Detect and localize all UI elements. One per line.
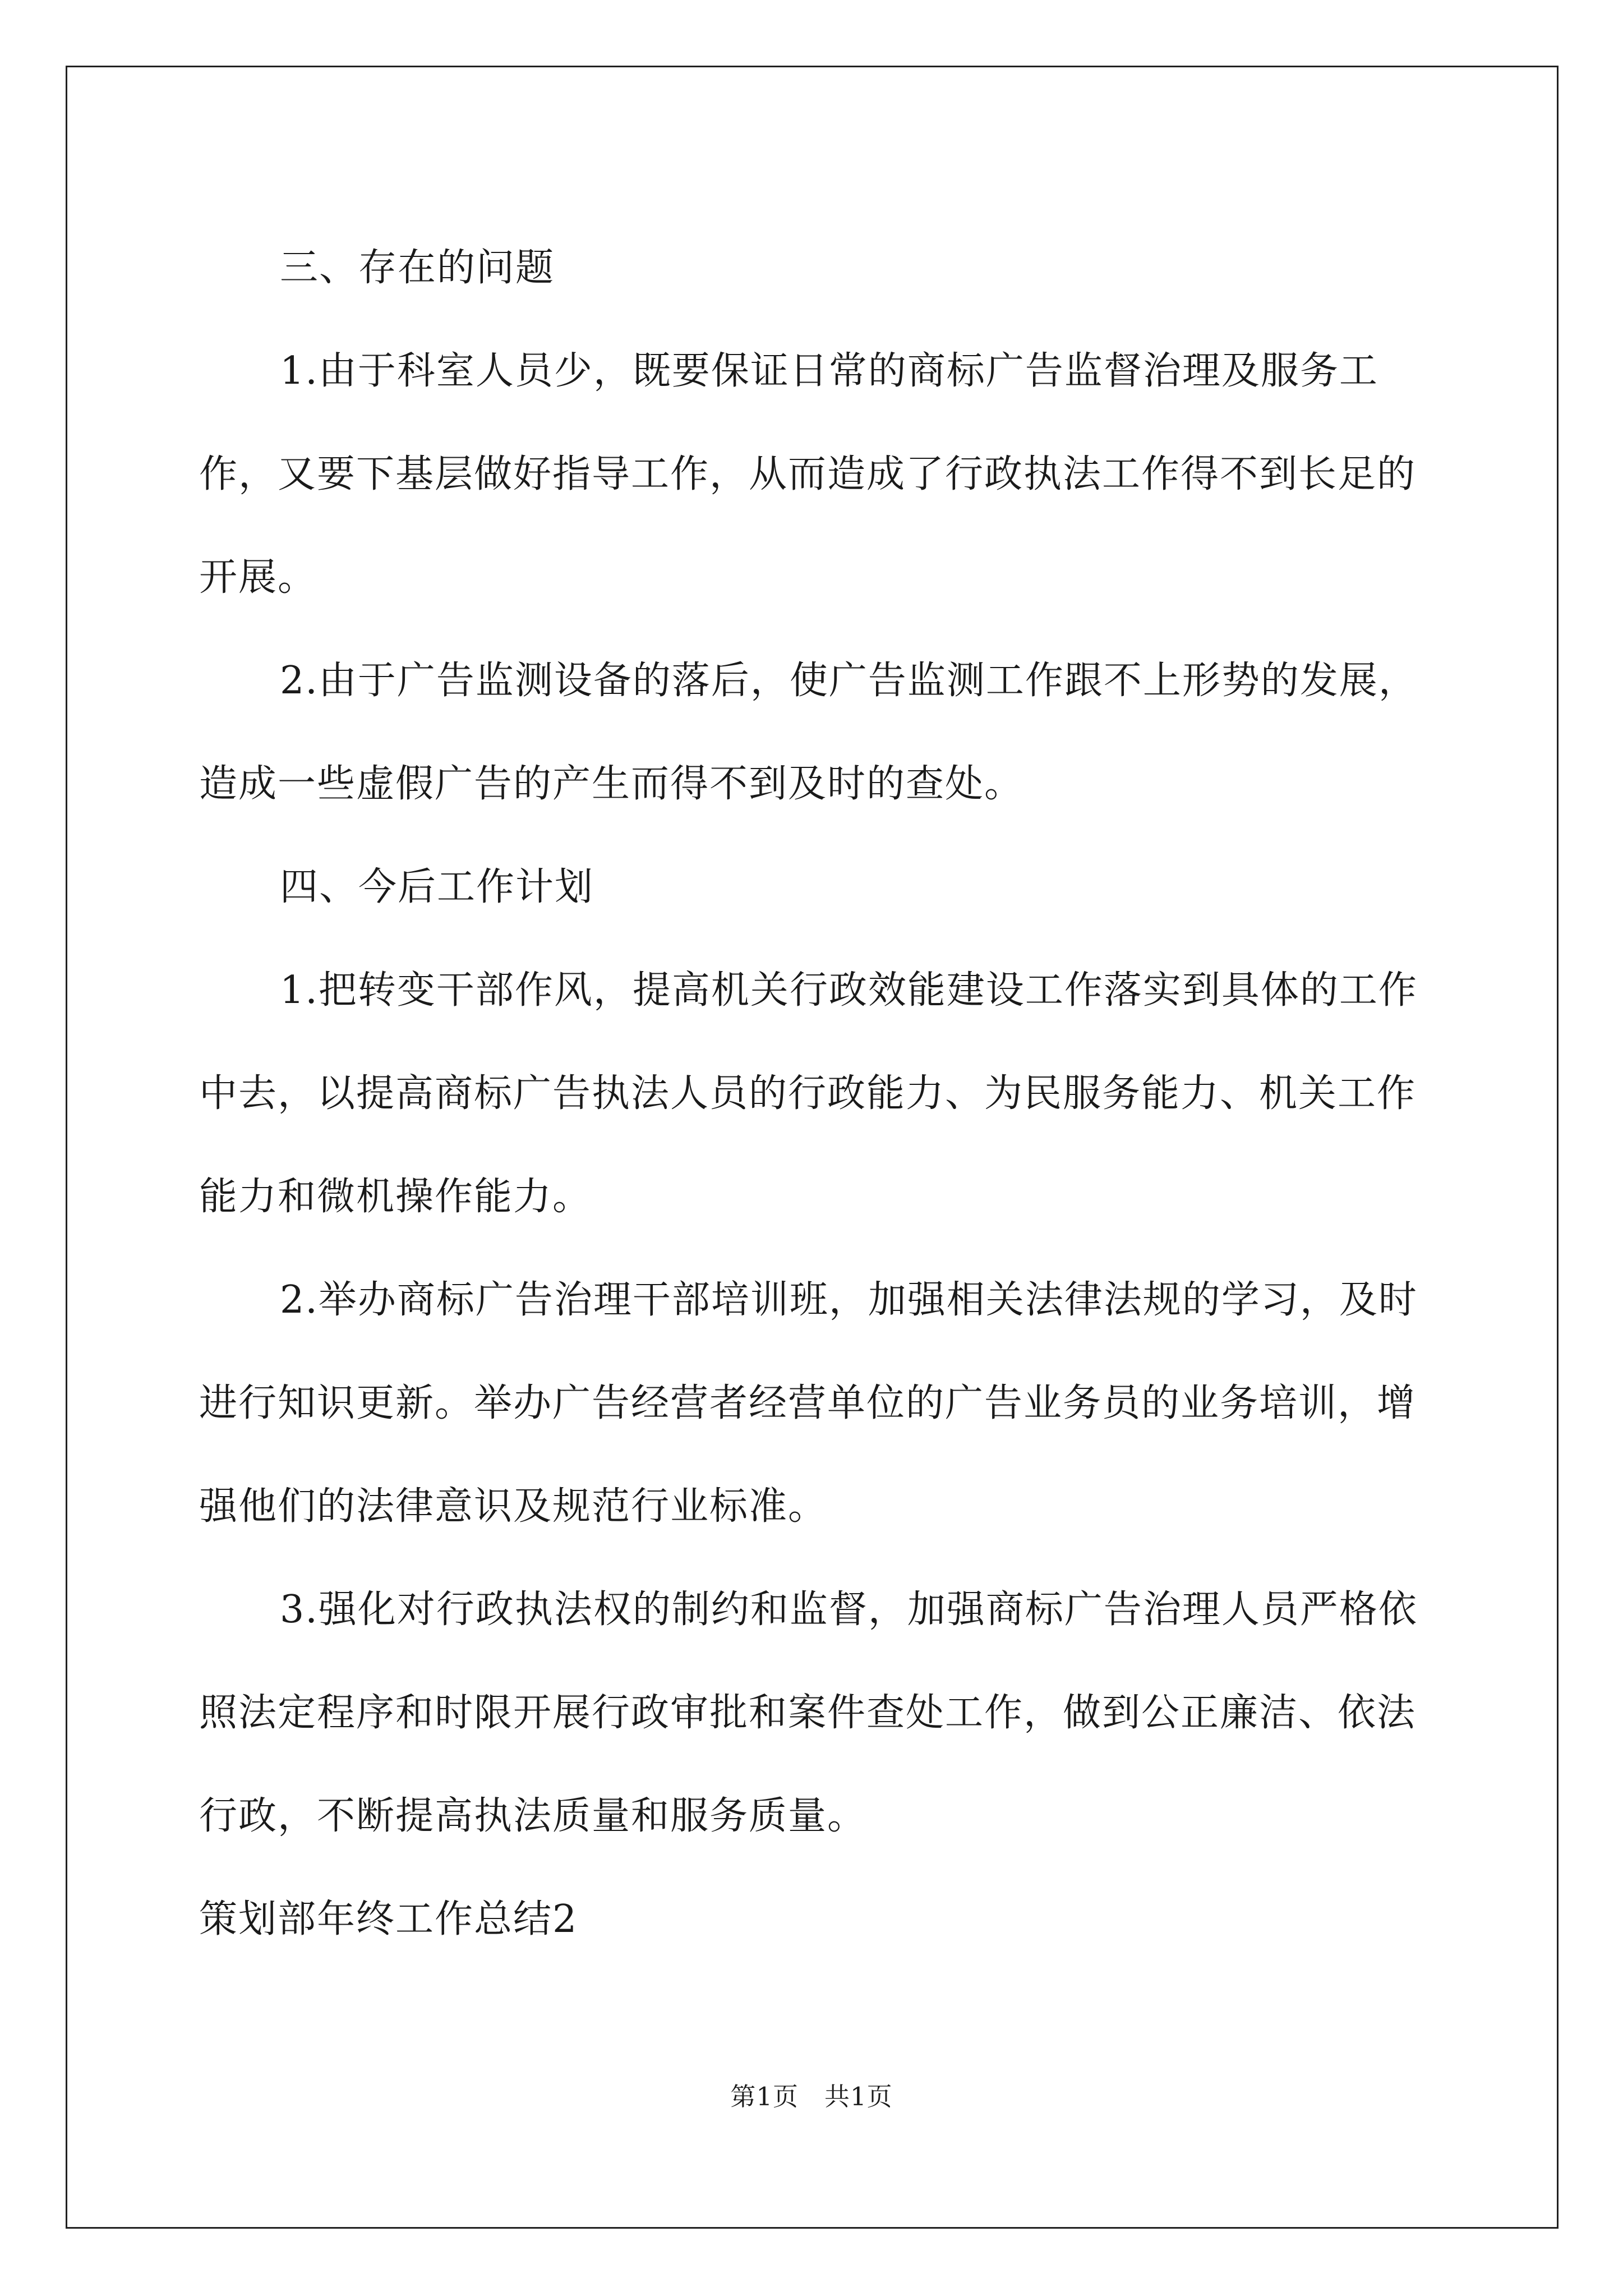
- section-heading-plan: 四、今后工作计划: [280, 865, 594, 909]
- page-total: 共1页: [824, 2082, 893, 2111]
- section-heading-problems: 三、存在的问题: [280, 246, 555, 290]
- paragraph-plan-3: 3.强化对行政执法权的制约和监督，加强商标广告治理人员严格依照法定程序和时限开展行政审批和案件查处工作，做到公正廉洁、依法行政，不断提高执法质量和服务质量。: [199, 1588, 1418, 1838]
- document-body: [199, 217, 1441, 1971]
- document-title-2: 策划部年终工作总结2: [199, 1897, 578, 1941]
- paragraph-problem-1: 1.由于科室人员少，既要保证日常的商标广告监督治理及服务工作，又要下基层做好指导工作，从而造成了行政执法工作得不到长足的开展。: [199, 349, 1417, 600]
- paragraph-problem-2: 2.由于广告监测设备的落后，使广告监测工作跟不上形势的发展，造成一些虚假广告的产生而得不到及时的查处。: [199, 659, 1418, 806]
- paragraph-plan-2: 2.举办商标广告治理干部培训班，加强相关法律法规的学习，及时进行知识更新。举办广告经营者经营单位的广告业务员的业务培训，增强他们的法律意识及规范行业标准。: [199, 1278, 1418, 1529]
- paragraph-plan-1: 1.把转变干部作风，提高机关行政效能建设工作落实到具体的工作中去，以提高商标广告执法人员的行政能力、为民服务能力、机关工作能力和微机操作能力。: [199, 968, 1418, 1219]
- page-number: 第1页: [730, 2082, 799, 2111]
- page-footer: [0, 2080, 1623, 2114]
